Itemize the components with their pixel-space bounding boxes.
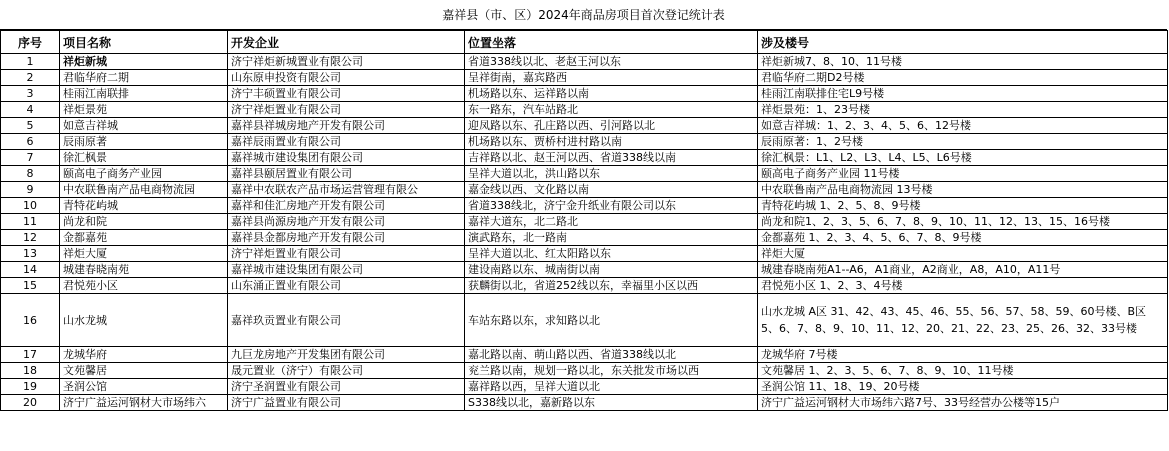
- cell-index[interactable]: 4: [1, 102, 60, 118]
- cell-location[interactable]: 迎凤路以东、孔庄路以西、引河路以北: [465, 118, 758, 134]
- cell-index[interactable]: 14: [1, 262, 60, 278]
- table-row: [1, 347, 1168, 363]
- cell-index[interactable]: 5: [1, 118, 60, 134]
- cell-project-name[interactable]: 君临华府二期: [60, 70, 228, 86]
- cell-index[interactable]: 15: [1, 278, 60, 294]
- cell-index[interactable]: 20: [1, 395, 60, 411]
- cell-index[interactable]: 13: [1, 246, 60, 262]
- table-row: [1, 70, 1168, 86]
- cell-project-name[interactable]: 桂雨江南联排: [60, 86, 228, 102]
- table-row: [1, 246, 1168, 262]
- table-row: [1, 166, 1168, 182]
- cell-developer[interactable]: 嘉祥城市建设集团有限公司: [228, 150, 465, 166]
- cell-project-name[interactable]: 祥炬大厦: [60, 246, 228, 262]
- cell-project-name[interactable]: 颐高电子商务产业园: [60, 166, 228, 182]
- cell-location[interactable]: 嘉金线以西、文化路以南: [465, 182, 758, 198]
- cell-buildings[interactable]: 祥炬新城7、8、10、11号楼: [758, 54, 1168, 70]
- table-row: [1, 363, 1168, 379]
- cell-location[interactable]: 演武路东，北一路南: [465, 230, 758, 246]
- table-row: [1, 182, 1168, 198]
- cell-index[interactable]: 9: [1, 182, 60, 198]
- cell-buildings[interactable]: 君悦苑小区 1、2、3、4号楼: [758, 278, 1168, 294]
- cell-location[interactable]: 吉祥路以北、赵王河以西、省道338线以南: [465, 150, 758, 166]
- cell-index[interactable]: 6: [1, 134, 60, 150]
- cell-buildings[interactable]: 祥炬景苑：1、23号楼: [758, 102, 1168, 118]
- cell-buildings[interactable]: 圣润公馆 11、18、19、20号楼: [758, 379, 1168, 395]
- cell-index[interactable]: 17: [1, 347, 60, 363]
- cell-location[interactable]: 获麟街以北，省道252线以东，幸福里小区以西: [465, 278, 758, 294]
- header-buildings: 涉及楼号: [758, 31, 1168, 54]
- header-developer: 开发企业: [228, 31, 465, 54]
- cell-location[interactable]: 兖兰路以南，规划一路以北，东关批发市场以西: [465, 363, 758, 379]
- cell-index[interactable]: 1: [1, 54, 60, 70]
- table-row: [1, 54, 1168, 70]
- cell-project-name[interactable]: 圣润公馆: [60, 379, 228, 395]
- cell-buildings[interactable]: 桂雨江南联排住宅L9号楼: [758, 86, 1168, 102]
- cell-location[interactable]: 东一路东，汽车站路北: [465, 102, 758, 118]
- cell-buildings[interactable]: 尚龙和院1、2、3、5、6、7、8、9、10、11、12、13、15、16号楼: [758, 214, 1168, 230]
- cell-developer[interactable]: 嘉祥中农联农产品市场运营管理有限公: [228, 182, 465, 198]
- cell-location[interactable]: 呈祥大道以北、红太阳路以东: [465, 246, 758, 262]
- cell-buildings[interactable]: 青特花屿城 1、2、5、8、9号楼: [758, 198, 1168, 214]
- cell-developer[interactable]: 济宁祥炬新城置业有限公司: [228, 54, 465, 70]
- cell-developer[interactable]: 嘉祥玖贡置业有限公司: [228, 294, 465, 347]
- cell-project-name[interactable]: 金都嘉苑: [60, 230, 228, 246]
- cell-developer[interactable]: 济宁丰硕置业有限公司: [228, 86, 465, 102]
- header-index: 序号: [1, 31, 60, 54]
- cell-developer[interactable]: 嘉祥县颐居置业有限公司: [228, 166, 465, 182]
- cell-developer[interactable]: 济宁祥炬置业有限公司: [228, 246, 465, 262]
- cell-location[interactable]: 嘉北路以南、萌山路以西、省道338线以北: [465, 347, 758, 363]
- table-row: [1, 118, 1168, 134]
- cell-index[interactable]: 3: [1, 86, 60, 102]
- cell-developer[interactable]: 嘉祥和佳汇房地产开发有限公司: [228, 198, 465, 214]
- cell-project-name[interactable]: 山水龙城: [60, 294, 228, 347]
- cell-buildings[interactable]: 龙城华府 7号楼: [758, 347, 1168, 363]
- cell-buildings[interactable]: 中农联鲁南产品电商物流园 13号楼: [758, 182, 1168, 198]
- table-title: 嘉祥县（市、区）2024年商品房项目首次登记统计表: [0, 0, 1167, 30]
- cell-index[interactable]: 10: [1, 198, 60, 214]
- cell-location[interactable]: 嘉祥路以西，呈祥大道以北: [465, 379, 758, 395]
- table-row: [1, 214, 1168, 230]
- cell-developer[interactable]: 济宁祥炬置业有限公司: [228, 102, 465, 118]
- cell-location[interactable]: 省道338线北，济宁金升纸业有限公司以东: [465, 198, 758, 214]
- cell-developer[interactable]: 山东涌正置业有限公司: [228, 278, 465, 294]
- cell-developer[interactable]: 嘉祥辰雨置业有限公司: [228, 134, 465, 150]
- table-row: [1, 379, 1168, 395]
- table-row: [1, 150, 1168, 166]
- cell-developer[interactable]: 九巨龙房地产开发集团有限公司: [228, 347, 465, 363]
- table-row: [1, 230, 1168, 246]
- cell-project-name[interactable]: 中农联鲁南产品电商物流园: [60, 182, 228, 198]
- header-location: 位置坐落: [465, 31, 758, 54]
- cell-location[interactable]: 机场路以东、运祥路以南: [465, 86, 758, 102]
- cell-project-name[interactable]: 青特花屿城: [60, 198, 228, 214]
- cell-project-name[interactable]: 尚龙和院: [60, 214, 228, 230]
- cell-index[interactable]: 7: [1, 150, 60, 166]
- cell-developer[interactable]: 嘉祥城市建设集团有限公司: [228, 262, 465, 278]
- table-row: [1, 198, 1168, 214]
- cell-project-name[interactable]: 文苑馨居: [60, 363, 228, 379]
- cell-location[interactable]: 车站东路以东，求知路以北: [465, 294, 758, 347]
- cell-project-name[interactable]: 济宁广益运河钢材大市场纬六: [60, 395, 228, 411]
- table-row: [1, 102, 1168, 118]
- table-row: [1, 262, 1168, 278]
- cell-index[interactable]: 2: [1, 70, 60, 86]
- cell-location[interactable]: 建设南路以东、城南街以南: [465, 262, 758, 278]
- cell-developer[interactable]: 晟元置业（济宁）有限公司: [228, 363, 465, 379]
- header-project-name: 项目名称: [60, 31, 228, 54]
- cell-buildings[interactable]: 文苑馨居 1、2、3、5、6、7、8、9、10、11号楼: [758, 363, 1168, 379]
- cell-buildings[interactable]: 祥炬大厦: [758, 246, 1168, 262]
- cell-index[interactable]: 11: [1, 214, 60, 230]
- cell-buildings[interactable]: 颐高电子商务产业园 11号楼: [758, 166, 1168, 182]
- cell-buildings[interactable]: 徐汇枫景：L1、L2、L3、L4、L5、L6号楼: [758, 150, 1168, 166]
- cell-buildings[interactable]: 金都嘉苑 1、2、3、4、5、6、7、8、9号楼: [758, 230, 1168, 246]
- cell-developer[interactable]: 嘉祥县祥城房地产开发有限公司: [228, 118, 465, 134]
- cell-project-name[interactable]: 城建春晓南苑: [60, 262, 228, 278]
- table-row: [1, 395, 1168, 411]
- cell-project-name[interactable]: 徐汇枫景: [60, 150, 228, 166]
- cell-project-name[interactable]: 辰雨原著: [60, 134, 228, 150]
- cell-buildings[interactable]: 君临华府二期D2号楼: [758, 70, 1168, 86]
- cell-project-name[interactable]: 君悦苑小区: [60, 278, 228, 294]
- cell-buildings[interactable]: 济宁广益运河钢材大市场纬六路7号、33号经营办公楼等15户: [758, 395, 1168, 411]
- cell-location[interactable]: 省道338线以北、老赵王河以东: [465, 54, 758, 70]
- cell-buildings[interactable]: 辰雨原著：1、2号楼: [758, 134, 1168, 150]
- cell-location[interactable]: 呈祥街南，嘉宾路西: [465, 70, 758, 86]
- cell-location[interactable]: 呈祥大道以北，洪山路以东: [465, 166, 758, 182]
- cell-index[interactable]: 8: [1, 166, 60, 182]
- cell-project-name[interactable]: 龙城华府: [60, 347, 228, 363]
- table-row: [1, 134, 1168, 150]
- table-row: [1, 294, 1168, 347]
- table-row: [1, 86, 1168, 102]
- cell-index[interactable]: 18: [1, 363, 60, 379]
- cell-index[interactable]: 19: [1, 379, 60, 395]
- cell-developer[interactable]: 嘉祥县尚源房地产开发有限公司: [228, 214, 465, 230]
- cell-buildings[interactable]: 城建春晓南苑A1--A6，A1商业，A2商业，A8，A10，A11号: [758, 262, 1168, 278]
- cell-buildings[interactable]: 如意吉祥城：1、2、3、4、5、6、12号楼: [758, 118, 1168, 134]
- registration-table: [0, 30, 1168, 411]
- cell-buildings[interactable]: 山水龙城 A区 31、42、43、45、46、55、56、57、58、59、60号楼、B区5、6、7、8、9、10、11、12、20、21、22、23、25、26、32、33号楼: [758, 294, 1168, 347]
- cell-index[interactable]: 12: [1, 230, 60, 246]
- cell-project-name[interactable]: 祥炬景苑: [60, 102, 228, 118]
- cell-developer[interactable]: 济宁广益置业有限公司: [228, 395, 465, 411]
- cell-index[interactable]: 16: [1, 294, 60, 347]
- cell-location[interactable]: 嘉祥大道东，北二路北: [465, 214, 758, 230]
- cell-location[interactable]: S338线以北，嘉新路以东: [465, 395, 758, 411]
- cell-developer[interactable]: 济宁圣润置业有限公司: [228, 379, 465, 395]
- cell-location[interactable]: 机场路以东、贾桥村进村路以南: [465, 134, 758, 150]
- header-row: [1, 31, 1168, 54]
- cell-project-name[interactable]: 祥炬新城: [60, 54, 228, 70]
- table-row: [1, 278, 1168, 294]
- cell-project-name[interactable]: 如意吉祥城: [60, 118, 228, 134]
- cell-developer[interactable]: 山东原申投资有限公司: [228, 70, 465, 86]
- cell-developer[interactable]: 嘉祥县金都房地产开发有限公司: [228, 230, 465, 246]
